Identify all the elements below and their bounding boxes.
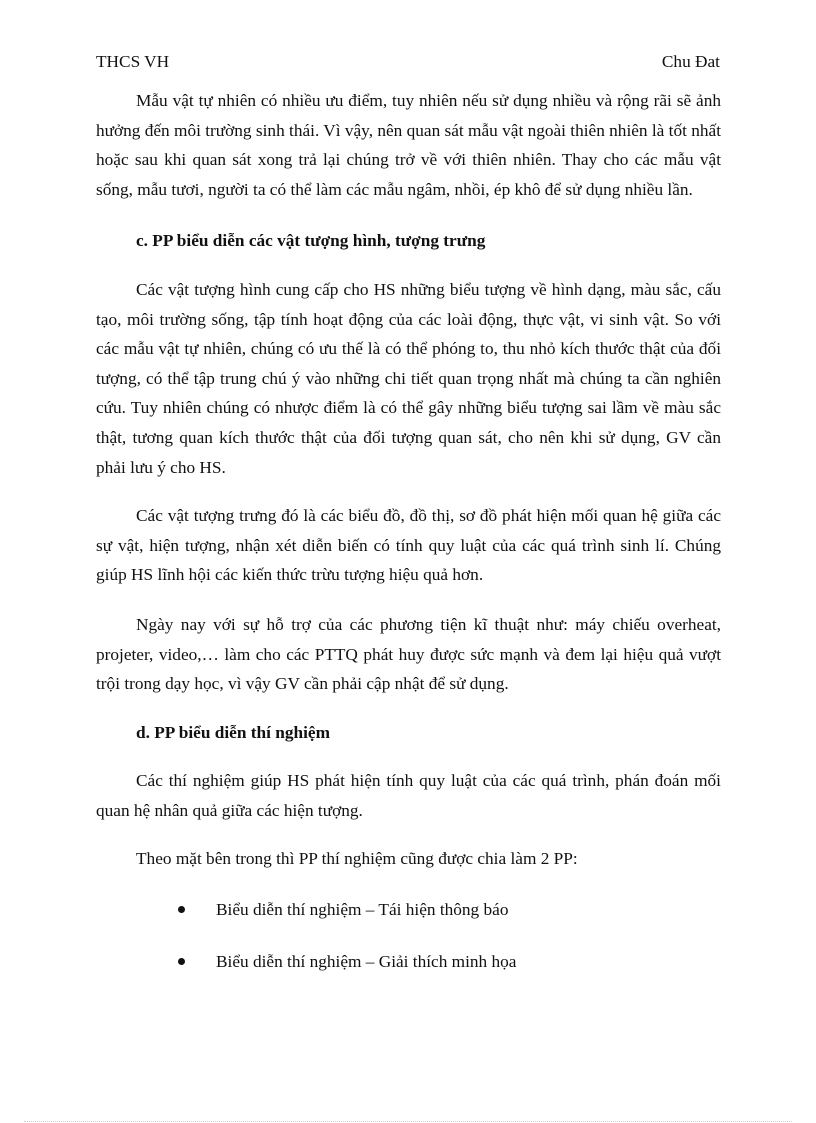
list-item: [96, 895, 721, 925]
paragraph-experiments: Các thí nghiệm giúp HS phát hiện tính quy luật của các quá trình, phán đoán mối quan hệ nhân quả giữa các hiện tượng.: [96, 771, 721, 820]
paragraph-figurative-objects: Các vật tượng hình cung cấp cho HS những biểu tượng về hình dạng, màu sắc, cấu tạo, môi trường sống, tập tính hoạt động của các loài động, thực vật, vi sinh vật. So với các mẫu vật tự nhiên, chúng có ưu thế là có thể phóng to, thu nhỏ kích thước thật của đối tượng, có thể tập trung chú ý vào những chi tiết quan trọng nhất mà chúng ta cần nghiên cứu. Tuy nhiên chúng có nhược điểm là có thể gây những biểu tượng sai lầm về màu sắc thật, tương quan kích thước thật của đối tượng quan sát, cho nên khi sử dụng, GV cần phải lưu ý cho HS.: [96, 279, 721, 477]
paragraph-technology-support: Ngày nay với sự hỗ trợ của các phương tiện kĩ thuật như: máy chiếu overheat, projeter, video,… làm cho các PTTQ phát huy được sức mạnh và đem lại hiệu quả vượt trội trong dạy học, vì vậy GV cần phải cập nhật để sử dụng.: [96, 614, 721, 694]
document-body: [96, 86, 721, 998]
experiment-method-list: [96, 895, 721, 976]
bullet-icon: [178, 906, 185, 913]
page-header: [96, 52, 720, 76]
section-heading-d: d. PP biểu diễn thí nghiệm: [136, 722, 330, 742]
paragraph-symbolic-objects: Các vật tượng trưng đó là các biểu đồ, đồ thị, sơ đồ phát hiện mối quan hệ giữa các sự vật, hiện tượng, nhận xét diễn biến có tính quy luật của các quá trình sinh lí. Chúng giúp HS lĩnh hội các kiến thức trừu tượng hiệu quả hơn.: [96, 506, 721, 585]
section-heading-c: c. PP biểu diễn các vật tượng hình, tượng trưng: [136, 231, 486, 251]
paragraph-experiment-methods: Theo mặt bên trong thì PP thí nghiệm cũng được chia làm 2 PP:: [136, 849, 578, 869]
list-item-text: Biểu diễn thí nghiệm – Giải thích minh họa: [216, 951, 517, 971]
list-item: [96, 947, 721, 977]
page-bottom-rule: [24, 1121, 792, 1122]
list-item-text: Biểu diễn thí nghiệm – Tái hiện thông báo: [216, 900, 509, 920]
bullet-icon: [178, 958, 185, 965]
header-author: Chu Đat: [661, 52, 720, 71]
header-school: THCS VH: [96, 52, 170, 71]
paragraph-natural-specimens: Mẫu vật tự nhiên có nhiều ưu điểm, tuy nhiên nếu sử dụng nhiều và rộng rãi sẽ ảnh hưởng đến môi trường sinh thái. Vì vậy, nên quan sát mẫu vật ngoài thiên nhiên là tốt nhất hoặc sau khi quan sát xong trả lại chúng trở về với thiên nhiên. Thay cho các mẫu vật sống, mẫu tươi, người ta có thể làm các mẫu ngâm, nhồi, ép khô để sử dụng nhiều lần.: [96, 91, 721, 199]
